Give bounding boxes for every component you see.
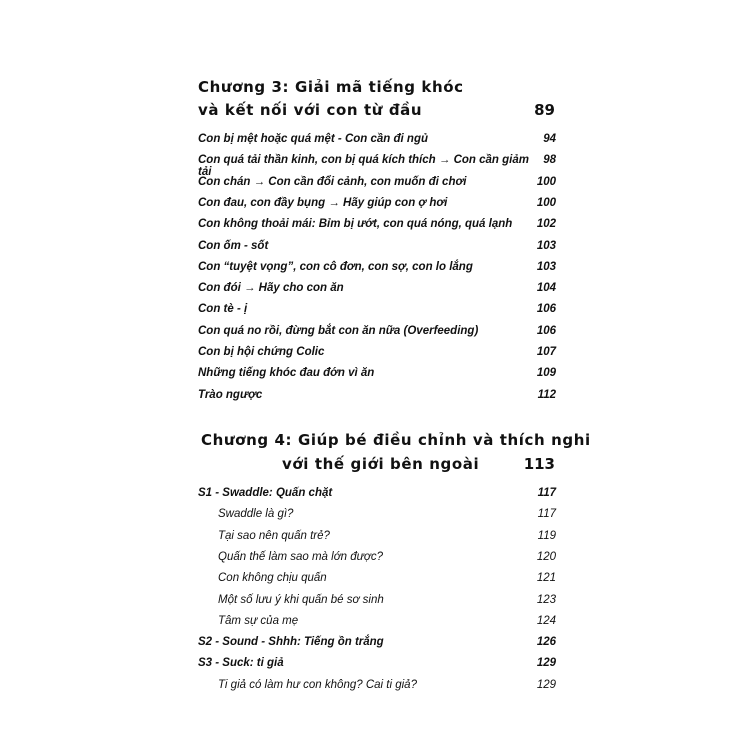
- toc-entry: [218, 572, 556, 590]
- chapter-4-page-number: 113: [523, 455, 555, 473]
- toc-entry: [198, 240, 556, 258]
- toc-entry: [198, 346, 556, 364]
- toc-entry-page: 117: [537, 487, 556, 499]
- toc-entry: [218, 679, 556, 697]
- toc-entry-page: 129: [536, 657, 556, 670]
- chapter-3-page-number: 89: [534, 101, 555, 119]
- toc-entry: [198, 154, 556, 179]
- chapter-3-title-line1: Chương 3: Giải mã tiếng khóc: [198, 78, 464, 96]
- toc-entry-title: Con không thoải mái: Bỉm bị ướt, con quá nóng, quá lạnh: [198, 218, 513, 231]
- toc-entry: [198, 303, 556, 321]
- toc-entry-page: 106: [536, 324, 556, 337]
- toc-entry-title: S3 - Suck: ti giả: [198, 657, 284, 670]
- toc-entry-title: Con chán → Con cần đổi cảnh, con muốn đi chơi: [198, 175, 467, 188]
- chapter-4-title-line2: với thế giới bên ngoài: [282, 455, 480, 473]
- toc-entry: [218, 551, 556, 569]
- toc-entry-page: 123: [536, 593, 556, 606]
- toc-entry-page: 129: [536, 678, 556, 691]
- toc-entry: [198, 133, 556, 151]
- toc-entry: [198, 261, 556, 279]
- toc-entry: [218, 615, 556, 633]
- toc-entry-page: 112: [537, 388, 556, 401]
- toc-entry-page: 119: [537, 529, 556, 542]
- toc-entry: [198, 389, 556, 407]
- toc-entry-title: Tâm sự của mẹ: [218, 614, 299, 627]
- toc-entry-page: 103: [536, 260, 556, 273]
- toc-entry-title: Những tiếng khóc đau đớn vì ăn: [198, 367, 375, 380]
- toc-entry: [218, 530, 556, 548]
- toc-entry-page: 121: [536, 572, 556, 585]
- toc-entry-title: Swaddle là gì?: [218, 508, 294, 521]
- toc-entry-title: Quấn thế làm sao mà lớn được?: [218, 550, 384, 563]
- toc-entry-title: Con tè - ị: [198, 303, 248, 316]
- chapter-3-title-line2: và kết nối với con từ đầu: [198, 101, 423, 119]
- toc-entry-title: Một số lưu ý khi quấn bé sơ sinh: [218, 593, 384, 606]
- toc-entry-page: 106: [536, 303, 556, 316]
- toc-entry: [198, 197, 556, 215]
- toc-entry-page: 100: [536, 175, 556, 188]
- toc-entry-title: S1 - Swaddle: Quấn chặt: [198, 487, 333, 499]
- toc-entry-page: 124: [536, 614, 556, 627]
- toc-entry: [198, 218, 556, 236]
- toc-entry-title: Con bị hội chứng Colic: [198, 346, 325, 358]
- toc-entry: [198, 325, 556, 343]
- toc-entry-page: 120: [536, 550, 556, 563]
- toc-entry-title: Con quá no rồi, đừng bắt con ăn nữa (Overfeeding): [198, 324, 479, 337]
- toc-entry-title: Con ốm - sốt: [198, 239, 269, 252]
- toc-entry: [198, 636, 556, 654]
- toc-entry-title: Con không chịu quấn: [218, 572, 327, 585]
- toc-entry-title: Con đau, con đầy bụng → Hãy giúp con ợ hơi: [198, 196, 448, 209]
- toc-entry-title: Con “tuyệt vọng”, con cô đơn, con sợ, con lo lắng: [198, 260, 473, 273]
- toc-entry-page: 117: [537, 508, 556, 521]
- toc-entry-title: S2 - Sound - Shhh: Tiếng ồn trắng: [198, 636, 384, 649]
- toc-entry-page: 103: [536, 239, 556, 252]
- toc-entry-page: 109: [536, 367, 556, 380]
- toc-entry-page: 102: [536, 218, 556, 231]
- toc-entry-page: 126: [536, 636, 556, 649]
- toc-entry-title: Con đói → Hãy cho con ăn: [198, 282, 344, 295]
- toc-entry-title: Tại sao nên quấn trẻ?: [218, 529, 330, 542]
- toc-entry-title: Con bị mệt hoặc quá mệt - Con cần đi ngủ: [198, 133, 429, 145]
- toc-entry-title: Ti giả có làm hư con không? Cai ti giả?: [218, 678, 417, 691]
- toc-entry: [198, 282, 556, 300]
- toc-entry: [198, 176, 556, 194]
- toc-entry-page: 98: [543, 154, 556, 167]
- toc-entry-title: Trào ngược: [198, 388, 263, 401]
- chapter-4-title-line1: Chương 4: Giúp bé điều chỉnh và thích nghi: [201, 431, 591, 449]
- toc-entry-page: 104: [536, 282, 556, 295]
- toc-entry: [198, 367, 556, 385]
- toc-entry-page: 107: [536, 346, 556, 358]
- toc-entry: [218, 508, 556, 526]
- toc-entry: [198, 657, 556, 675]
- toc-entry: [198, 487, 556, 505]
- toc-entry-page: 94: [543, 133, 556, 145]
- toc-entry-title: Con quá tải thần kinh, con bị quá kích thích → Con cần giảm tải: [198, 154, 529, 179]
- toc-entry: [218, 594, 556, 612]
- toc-entry-page: 100: [536, 196, 556, 209]
